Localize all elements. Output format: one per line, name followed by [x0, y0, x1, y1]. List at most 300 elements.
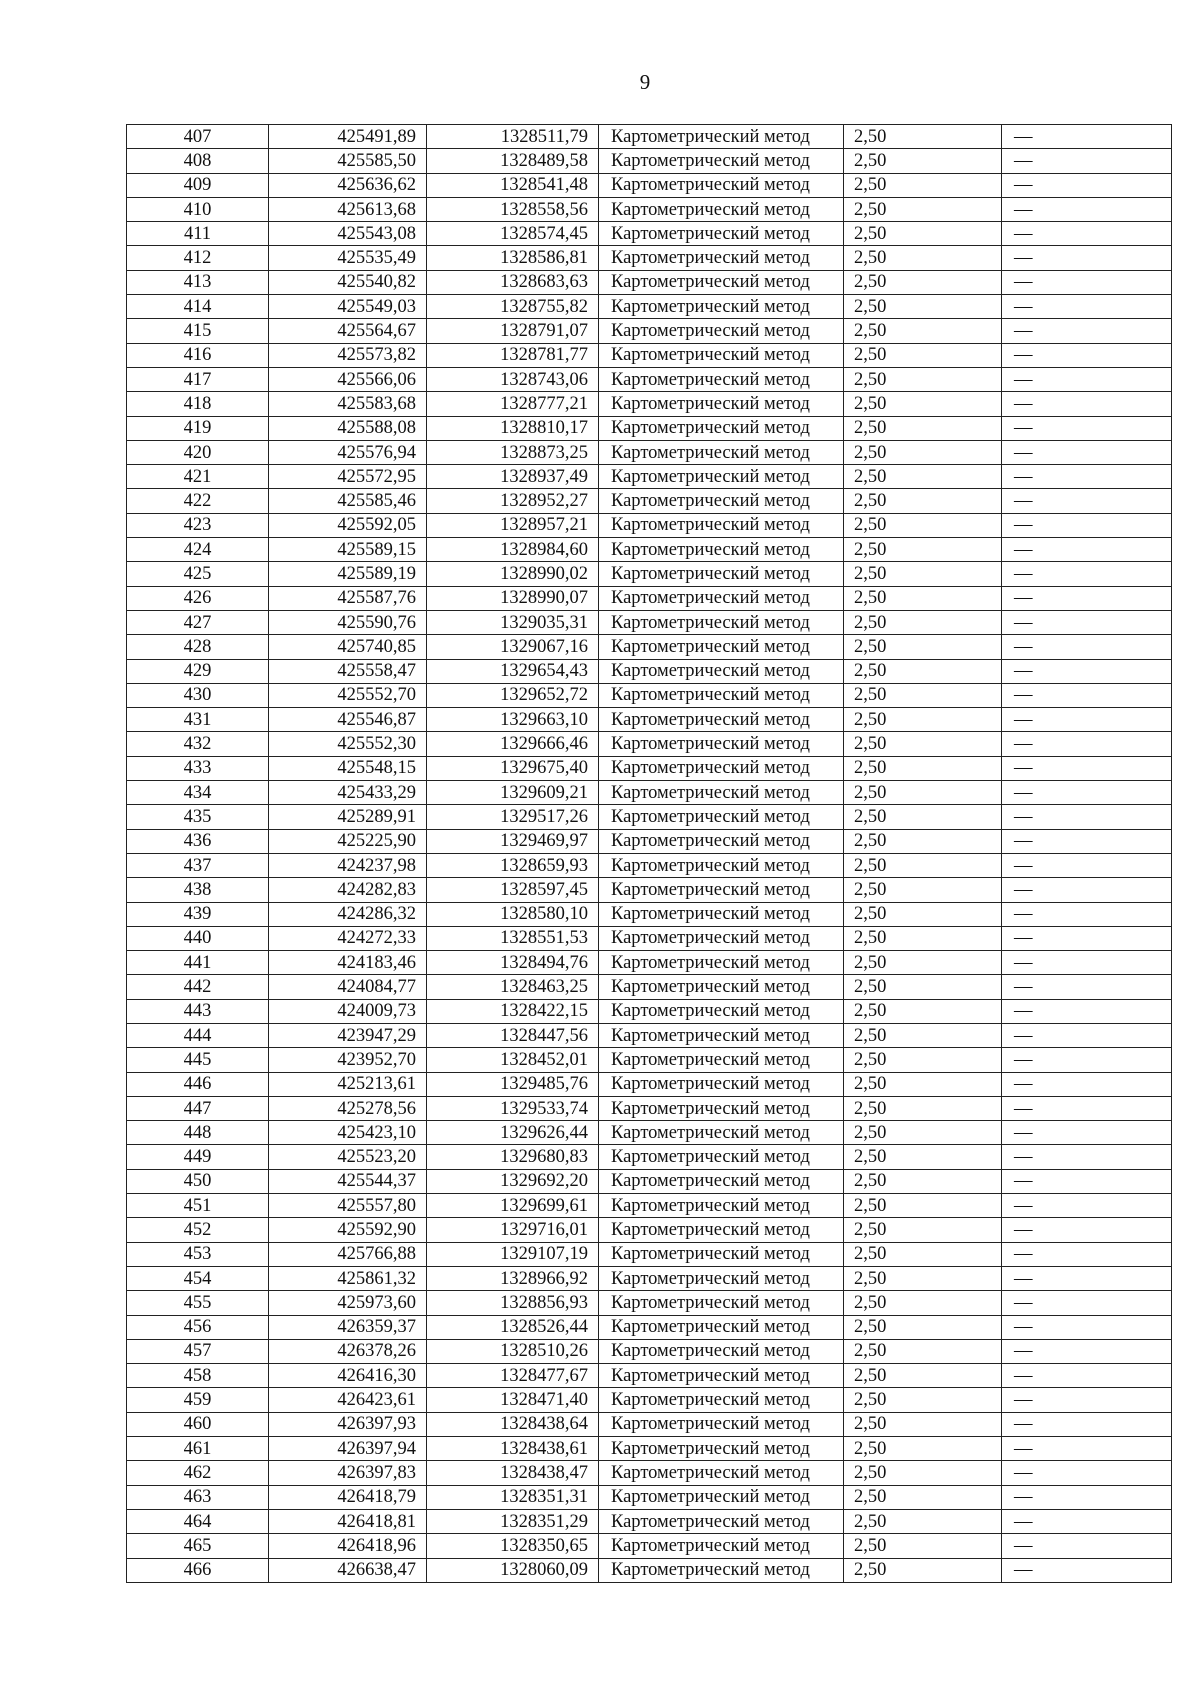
description-cell: — — [1002, 392, 1172, 416]
accuracy-cell: 2,50 — [844, 440, 1002, 464]
y-coordinate-cell: 1328541,48 — [427, 173, 599, 197]
method-cell: Картометрический метод — [599, 1534, 844, 1558]
accuracy-cell: 2,50 — [844, 999, 1002, 1023]
accuracy-cell: 2,50 — [844, 1534, 1002, 1558]
accuracy-cell: 2,50 — [844, 392, 1002, 416]
method-cell: Картометрический метод — [599, 1145, 844, 1169]
method-cell: Картометрический метод — [599, 1461, 844, 1485]
point-number-cell: 443 — [127, 999, 269, 1023]
table-row — [127, 1218, 1172, 1242]
method-cell: Картометрический метод — [599, 781, 844, 805]
y-coordinate-cell: 1329485,76 — [427, 1072, 599, 1096]
table-row — [127, 999, 1172, 1023]
description-cell: — — [1002, 1291, 1172, 1315]
method-cell: Картометрический метод — [599, 270, 844, 294]
method-cell: Картометрический метод — [599, 659, 844, 683]
table-row — [127, 708, 1172, 732]
y-coordinate-cell: 1328937,49 — [427, 465, 599, 489]
description-cell: — — [1002, 1315, 1172, 1339]
method-cell: Картометрический метод — [599, 1437, 844, 1461]
method-cell: Картометрический метод — [599, 1169, 844, 1193]
y-coordinate-cell: 1328494,76 — [427, 951, 599, 975]
table-row — [127, 1048, 1172, 1072]
description-cell: — — [1002, 197, 1172, 221]
description-cell: — — [1002, 513, 1172, 537]
point-number-cell: 414 — [127, 295, 269, 319]
method-cell: Картометрический метод — [599, 562, 844, 586]
point-number-cell: 451 — [127, 1194, 269, 1218]
method-cell: Картометрический метод — [599, 1412, 844, 1436]
point-number-cell: 422 — [127, 489, 269, 513]
table-row — [127, 926, 1172, 950]
method-cell: Картометрический метод — [599, 538, 844, 562]
accuracy-cell: 2,50 — [844, 295, 1002, 319]
point-number-cell: 434 — [127, 781, 269, 805]
method-cell: Картометрический метод — [599, 878, 844, 902]
description-cell: — — [1002, 1339, 1172, 1363]
table-row — [127, 343, 1172, 367]
y-coordinate-cell: 1328781,77 — [427, 343, 599, 367]
accuracy-cell: 2,50 — [844, 1242, 1002, 1266]
description-cell: — — [1002, 878, 1172, 902]
accuracy-cell: 2,50 — [844, 1291, 1002, 1315]
x-coordinate-cell: 425592,90 — [269, 1218, 427, 1242]
x-coordinate-cell: 425535,49 — [269, 246, 427, 270]
method-cell: Картометрический метод — [599, 465, 844, 489]
point-number-cell: 431 — [127, 708, 269, 732]
method-cell: Картометрический метод — [599, 173, 844, 197]
x-coordinate-cell: 426378,26 — [269, 1339, 427, 1363]
point-number-cell: 411 — [127, 222, 269, 246]
accuracy-cell: 2,50 — [844, 1509, 1002, 1533]
description-cell: — — [1002, 635, 1172, 659]
method-cell: Картометрический метод — [599, 1096, 844, 1120]
point-number-cell: 462 — [127, 1461, 269, 1485]
description-cell: — — [1002, 1266, 1172, 1290]
method-cell: Картометрический метод — [599, 319, 844, 343]
table-row — [127, 781, 1172, 805]
table-row — [127, 440, 1172, 464]
y-coordinate-cell: 1328471,40 — [427, 1388, 599, 1412]
x-coordinate-cell: 425423,10 — [269, 1121, 427, 1145]
accuracy-cell: 2,50 — [844, 465, 1002, 489]
description-cell: — — [1002, 222, 1172, 246]
table-row — [127, 732, 1172, 756]
point-number-cell: 457 — [127, 1339, 269, 1363]
x-coordinate-cell: 425433,29 — [269, 781, 427, 805]
method-cell: Картометрический метод — [599, 1266, 844, 1290]
x-coordinate-cell: 424286,32 — [269, 902, 427, 926]
accuracy-cell: 2,50 — [844, 853, 1002, 877]
accuracy-cell: 2,50 — [844, 222, 1002, 246]
point-number-cell: 409 — [127, 173, 269, 197]
coordinates-table-body — [127, 125, 1172, 1583]
accuracy-cell: 2,50 — [844, 1461, 1002, 1485]
y-coordinate-cell: 1329067,16 — [427, 635, 599, 659]
description-cell: — — [1002, 853, 1172, 877]
y-coordinate-cell: 1328350,65 — [427, 1534, 599, 1558]
method-cell: Картометрический метод — [599, 805, 844, 829]
y-coordinate-cell: 1328452,01 — [427, 1048, 599, 1072]
description-cell: — — [1002, 610, 1172, 634]
description-cell: — — [1002, 1437, 1172, 1461]
method-cell: Картометрический метод — [599, 392, 844, 416]
x-coordinate-cell: 425566,06 — [269, 367, 427, 391]
method-cell: Картометрический метод — [599, 829, 844, 853]
x-coordinate-cell: 425558,47 — [269, 659, 427, 683]
x-coordinate-cell: 426418,79 — [269, 1485, 427, 1509]
x-coordinate-cell: 425973,60 — [269, 1291, 427, 1315]
table-row — [127, 367, 1172, 391]
point-number-cell: 426 — [127, 586, 269, 610]
y-coordinate-cell: 1329663,10 — [427, 708, 599, 732]
accuracy-cell: 2,50 — [844, 489, 1002, 513]
accuracy-cell: 2,50 — [844, 319, 1002, 343]
point-number-cell: 461 — [127, 1437, 269, 1461]
x-coordinate-cell: 423947,29 — [269, 1023, 427, 1047]
accuracy-cell: 2,50 — [844, 149, 1002, 173]
y-coordinate-cell: 1328558,56 — [427, 197, 599, 221]
y-coordinate-cell: 1328463,25 — [427, 975, 599, 999]
table-row — [127, 125, 1172, 149]
accuracy-cell: 2,50 — [844, 1023, 1002, 1047]
y-coordinate-cell: 1329517,26 — [427, 805, 599, 829]
description-cell: — — [1002, 902, 1172, 926]
method-cell: Картометрический метод — [599, 197, 844, 221]
table-row — [127, 1315, 1172, 1339]
table-row — [127, 295, 1172, 319]
coordinates-table — [126, 124, 1172, 1583]
x-coordinate-cell: 425592,05 — [269, 513, 427, 537]
x-coordinate-cell: 425540,82 — [269, 270, 427, 294]
x-coordinate-cell: 426418,96 — [269, 1534, 427, 1558]
description-cell: — — [1002, 416, 1172, 440]
point-number-cell: 441 — [127, 951, 269, 975]
description-cell: — — [1002, 562, 1172, 586]
accuracy-cell: 2,50 — [844, 1072, 1002, 1096]
table-row — [127, 197, 1172, 221]
accuracy-cell: 2,50 — [844, 586, 1002, 610]
point-number-cell: 458 — [127, 1364, 269, 1388]
description-cell: — — [1002, 708, 1172, 732]
x-coordinate-cell: 425766,88 — [269, 1242, 427, 1266]
method-cell: Картометрический метод — [599, 1388, 844, 1412]
point-number-cell: 438 — [127, 878, 269, 902]
description-cell: — — [1002, 1558, 1172, 1582]
point-number-cell: 444 — [127, 1023, 269, 1047]
point-number-cell: 446 — [127, 1072, 269, 1096]
y-coordinate-cell: 1328990,07 — [427, 586, 599, 610]
point-number-cell: 450 — [127, 1169, 269, 1193]
x-coordinate-cell: 426397,94 — [269, 1437, 427, 1461]
x-coordinate-cell: 425573,82 — [269, 343, 427, 367]
y-coordinate-cell: 1329469,97 — [427, 829, 599, 853]
method-cell: Картометрический метод — [599, 1194, 844, 1218]
accuracy-cell: 2,50 — [844, 562, 1002, 586]
point-number-cell: 456 — [127, 1315, 269, 1339]
point-number-cell: 424 — [127, 538, 269, 562]
description-cell: — — [1002, 295, 1172, 319]
table-row — [127, 756, 1172, 780]
accuracy-cell: 2,50 — [844, 1339, 1002, 1363]
x-coordinate-cell: 425572,95 — [269, 465, 427, 489]
y-coordinate-cell: 1328351,29 — [427, 1509, 599, 1533]
description-cell: — — [1002, 951, 1172, 975]
y-coordinate-cell: 1328438,64 — [427, 1412, 599, 1436]
x-coordinate-cell: 425491,89 — [269, 125, 427, 149]
y-coordinate-cell: 1328586,81 — [427, 246, 599, 270]
table-row — [127, 416, 1172, 440]
table-row — [127, 222, 1172, 246]
table-row — [127, 1364, 1172, 1388]
y-coordinate-cell: 1328551,53 — [427, 926, 599, 950]
x-coordinate-cell: 425278,56 — [269, 1096, 427, 1120]
x-coordinate-cell: 426638,47 — [269, 1558, 427, 1582]
y-coordinate-cell: 1329716,01 — [427, 1218, 599, 1242]
method-cell: Картометрический метод — [599, 951, 844, 975]
method-cell: Картометрический метод — [599, 513, 844, 537]
point-number-cell: 442 — [127, 975, 269, 999]
accuracy-cell: 2,50 — [844, 732, 1002, 756]
x-coordinate-cell: 425549,03 — [269, 295, 427, 319]
accuracy-cell: 2,50 — [844, 1485, 1002, 1509]
method-cell: Картометрический метод — [599, 489, 844, 513]
x-coordinate-cell: 424084,77 — [269, 975, 427, 999]
table-row — [127, 513, 1172, 537]
accuracy-cell: 2,50 — [844, 1096, 1002, 1120]
table-row — [127, 319, 1172, 343]
method-cell: Картометрический метод — [599, 1364, 844, 1388]
method-cell: Картометрический метод — [599, 902, 844, 926]
description-cell: — — [1002, 683, 1172, 707]
accuracy-cell: 2,50 — [844, 708, 1002, 732]
x-coordinate-cell: 424282,83 — [269, 878, 427, 902]
point-number-cell: 421 — [127, 465, 269, 489]
table-row — [127, 635, 1172, 659]
accuracy-cell: 2,50 — [844, 781, 1002, 805]
accuracy-cell: 2,50 — [844, 1315, 1002, 1339]
x-coordinate-cell: 425587,76 — [269, 586, 427, 610]
y-coordinate-cell: 1328060,09 — [427, 1558, 599, 1582]
description-cell: — — [1002, 975, 1172, 999]
table-row — [127, 1169, 1172, 1193]
x-coordinate-cell: 425552,30 — [269, 732, 427, 756]
y-coordinate-cell: 1328755,82 — [427, 295, 599, 319]
table-row — [127, 1023, 1172, 1047]
point-number-cell: 408 — [127, 149, 269, 173]
table-row — [127, 149, 1172, 173]
point-number-cell: 410 — [127, 197, 269, 221]
point-number-cell: 413 — [127, 270, 269, 294]
method-cell: Картометрический метод — [599, 343, 844, 367]
method-cell: Картометрический метод — [599, 708, 844, 732]
description-cell: — — [1002, 1461, 1172, 1485]
table-row — [127, 270, 1172, 294]
accuracy-cell: 2,50 — [844, 173, 1002, 197]
y-coordinate-cell: 1328791,07 — [427, 319, 599, 343]
description-cell: — — [1002, 1242, 1172, 1266]
method-cell: Картометрический метод — [599, 732, 844, 756]
description-cell: — — [1002, 1364, 1172, 1388]
point-number-cell: 427 — [127, 610, 269, 634]
accuracy-cell: 2,50 — [844, 1558, 1002, 1582]
description-cell: — — [1002, 1048, 1172, 1072]
point-number-cell: 452 — [127, 1218, 269, 1242]
table-row — [127, 1072, 1172, 1096]
accuracy-cell: 2,50 — [844, 951, 1002, 975]
y-coordinate-cell: 1328438,61 — [427, 1437, 599, 1461]
y-coordinate-cell: 1328510,26 — [427, 1339, 599, 1363]
description-cell: — — [1002, 1023, 1172, 1047]
point-number-cell: 430 — [127, 683, 269, 707]
y-coordinate-cell: 1329692,20 — [427, 1169, 599, 1193]
table-row — [127, 1485, 1172, 1509]
y-coordinate-cell: 1328351,31 — [427, 1485, 599, 1509]
description-cell: — — [1002, 1096, 1172, 1120]
table-row — [127, 1558, 1172, 1582]
description-cell: — — [1002, 440, 1172, 464]
method-cell: Картометрический метод — [599, 610, 844, 634]
y-coordinate-cell: 1328683,63 — [427, 270, 599, 294]
method-cell: Картометрический метод — [599, 416, 844, 440]
method-cell: Картометрический метод — [599, 1558, 844, 1582]
y-coordinate-cell: 1329609,21 — [427, 781, 599, 805]
x-coordinate-cell: 425564,67 — [269, 319, 427, 343]
x-coordinate-cell: 424237,98 — [269, 853, 427, 877]
table-row — [127, 246, 1172, 270]
point-number-cell: 417 — [127, 367, 269, 391]
method-cell: Картометрический метод — [599, 222, 844, 246]
y-coordinate-cell: 1328422,15 — [427, 999, 599, 1023]
description-cell: — — [1002, 926, 1172, 950]
point-number-cell: 440 — [127, 926, 269, 950]
x-coordinate-cell: 424272,33 — [269, 926, 427, 950]
y-coordinate-cell: 1328477,67 — [427, 1364, 599, 1388]
x-coordinate-cell: 425548,15 — [269, 756, 427, 780]
method-cell: Картометрический метод — [599, 246, 844, 270]
method-cell: Картометрический метод — [599, 1315, 844, 1339]
point-number-cell: 453 — [127, 1242, 269, 1266]
y-coordinate-cell: 1328966,92 — [427, 1266, 599, 1290]
table-row — [127, 1194, 1172, 1218]
y-coordinate-cell: 1328511,79 — [427, 125, 599, 149]
description-cell: — — [1002, 343, 1172, 367]
description-cell: — — [1002, 999, 1172, 1023]
description-cell: — — [1002, 465, 1172, 489]
table-row — [127, 683, 1172, 707]
y-coordinate-cell: 1328526,44 — [427, 1315, 599, 1339]
accuracy-cell: 2,50 — [844, 1388, 1002, 1412]
x-coordinate-cell: 425861,32 — [269, 1266, 427, 1290]
x-coordinate-cell: 426416,30 — [269, 1364, 427, 1388]
method-cell: Картометрический метод — [599, 1121, 844, 1145]
method-cell: Картометрический метод — [599, 1023, 844, 1047]
method-cell: Картометрический метод — [599, 586, 844, 610]
accuracy-cell: 2,50 — [844, 1121, 1002, 1145]
accuracy-cell: 2,50 — [844, 125, 1002, 149]
accuracy-cell: 2,50 — [844, 756, 1002, 780]
description-cell: — — [1002, 781, 1172, 805]
table-row — [127, 805, 1172, 829]
x-coordinate-cell: 426359,37 — [269, 1315, 427, 1339]
method-cell: Картометрический метод — [599, 440, 844, 464]
y-coordinate-cell: 1328659,93 — [427, 853, 599, 877]
x-coordinate-cell: 425576,94 — [269, 440, 427, 464]
method-cell: Картометрический метод — [599, 853, 844, 877]
page-number: 9 — [639, 70, 651, 94]
y-coordinate-cell: 1328438,47 — [427, 1461, 599, 1485]
point-number-cell: 429 — [127, 659, 269, 683]
x-coordinate-cell: 425740,85 — [269, 635, 427, 659]
method-cell: Картометрический метод — [599, 635, 844, 659]
point-number-cell: 464 — [127, 1509, 269, 1533]
point-number-cell: 435 — [127, 805, 269, 829]
point-number-cell: 460 — [127, 1412, 269, 1436]
method-cell: Картометрический метод — [599, 1339, 844, 1363]
accuracy-cell: 2,50 — [844, 197, 1002, 221]
description-cell: — — [1002, 489, 1172, 513]
table-row — [127, 853, 1172, 877]
y-coordinate-cell: 1328447,56 — [427, 1023, 599, 1047]
point-number-cell: 455 — [127, 1291, 269, 1315]
accuracy-cell: 2,50 — [844, 270, 1002, 294]
table-row — [127, 173, 1172, 197]
y-coordinate-cell: 1328873,25 — [427, 440, 599, 464]
method-cell: Картометрический метод — [599, 683, 844, 707]
table-row — [127, 1437, 1172, 1461]
x-coordinate-cell: 425590,76 — [269, 610, 427, 634]
x-coordinate-cell: 426418,81 — [269, 1509, 427, 1533]
point-number-cell: 420 — [127, 440, 269, 464]
method-cell: Картометрический метод — [599, 1291, 844, 1315]
y-coordinate-cell: 1329680,83 — [427, 1145, 599, 1169]
table-row — [127, 1121, 1172, 1145]
table-row — [127, 1339, 1172, 1363]
accuracy-cell: 2,50 — [844, 1266, 1002, 1290]
point-number-cell: 412 — [127, 246, 269, 270]
y-coordinate-cell: 1328777,21 — [427, 392, 599, 416]
method-cell: Картометрический метод — [599, 1218, 844, 1242]
point-number-cell: 466 — [127, 1558, 269, 1582]
accuracy-cell: 2,50 — [844, 1437, 1002, 1461]
accuracy-cell: 2,50 — [844, 975, 1002, 999]
y-coordinate-cell: 1329626,44 — [427, 1121, 599, 1145]
method-cell: Картометрический метод — [599, 125, 844, 149]
method-cell: Картометрический метод — [599, 1072, 844, 1096]
x-coordinate-cell: 423952,70 — [269, 1048, 427, 1072]
accuracy-cell: 2,50 — [844, 926, 1002, 950]
x-coordinate-cell: 425225,90 — [269, 829, 427, 853]
table-row — [127, 610, 1172, 634]
table-row — [127, 1509, 1172, 1533]
table-row — [127, 538, 1172, 562]
accuracy-cell: 2,50 — [844, 659, 1002, 683]
x-coordinate-cell: 425546,87 — [269, 708, 427, 732]
x-coordinate-cell: 425588,08 — [269, 416, 427, 440]
point-number-cell: 433 — [127, 756, 269, 780]
y-coordinate-cell: 1328597,45 — [427, 878, 599, 902]
table-row — [127, 659, 1172, 683]
description-cell: — — [1002, 246, 1172, 270]
accuracy-cell: 2,50 — [844, 683, 1002, 707]
table-row — [127, 902, 1172, 926]
y-coordinate-cell: 1328984,60 — [427, 538, 599, 562]
x-coordinate-cell: 425523,20 — [269, 1145, 427, 1169]
accuracy-cell: 2,50 — [844, 1412, 1002, 1436]
description-cell: — — [1002, 1218, 1172, 1242]
method-cell: Картометрический метод — [599, 975, 844, 999]
x-coordinate-cell: 426397,93 — [269, 1412, 427, 1436]
